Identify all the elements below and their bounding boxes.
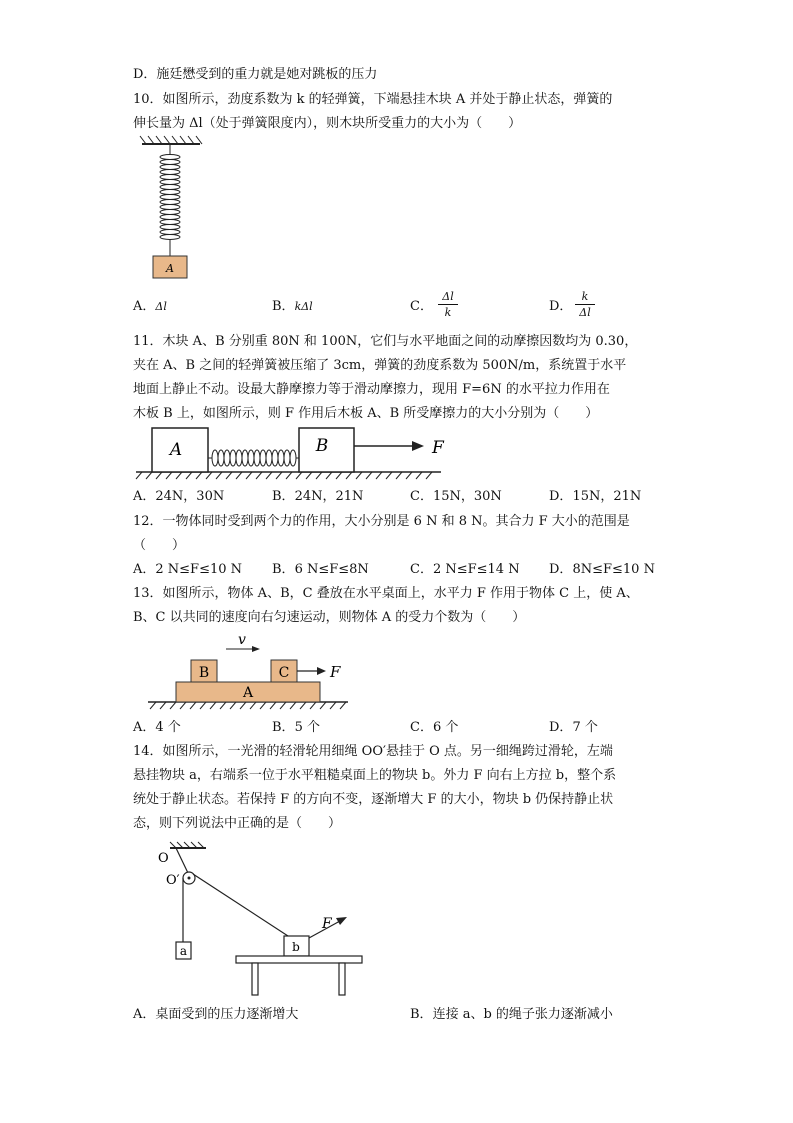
q10-ceiling-hatch [140,136,202,144]
q14-table-leg-left [252,963,258,995]
q14-rope-oo [176,848,188,873]
q11-force-arrowhead [412,441,424,451]
q14-rope-b [193,874,288,936]
q11-option-a: A．24N，30N [133,489,225,504]
q13-block-c-label: C [278,665,290,681]
q13-option-a: A．4 个 [133,720,181,735]
q14-figure [140,842,390,1002]
q11-stem-line4: 木板 B 上，如图所示，则 F 作用后木板 A、B 所受摩擦力的大小分别为（ ） [133,406,599,421]
q12-stem-line1: 12．一物体同时受到两个力的作用，大小分别是 6 N 和 8 N。其合力 F 大小的范围是 [133,514,630,529]
q14-option-b: B．连接 a、b 的绳子张力逐渐减小 [410,1007,613,1022]
q14-block-b-label: b [292,940,300,954]
q10-stem-line2: 伸长量为 Δl（处于弹簧限度内），则木块所受重力的大小为（ ） [133,116,522,131]
q14-option-a: A．桌面受到的压力逐渐增大 [133,1007,299,1022]
q9-option-d: D．施廷懋受到的重力就是她对跳板的压力 [133,67,378,82]
q13-option-b: B．5 个 [272,720,320,735]
q13-stem-line2: B、C 以共同的速度向右匀速运动，则物体 A 的受力个数为（ ） [133,610,526,625]
q13-force-label: F [330,663,341,681]
q12-stem-line2: （ ） [133,538,186,553]
q10-option-d-fraction: k Δl [575,290,595,319]
q10-option-a: A．Δl [133,299,167,314]
q13-figure [148,630,378,710]
q10-spring-figure [140,142,220,282]
q14-point-o-prime-label: O′ [166,873,180,888]
q14-stem-line4: 态，则下列说法中正确的是（ ） [133,816,342,831]
q14-table-top [236,956,362,963]
q10-option-c: C． [410,299,433,314]
q11-option-d: D．15N，21N [549,489,642,504]
q13-option-c: C．6 个 [410,720,459,735]
q13-ground-hatch [150,702,346,709]
q10-block-a-label: A [166,262,174,275]
q11-force-label: F [432,438,444,458]
q11-block-b-label: B [315,436,329,456]
q12-option-d: D．8N≤F≤10 N [549,562,655,577]
q11-spring [208,450,299,466]
q12-option-c: C．2 N≤F≤14 N [410,562,520,577]
q11-figure [136,428,456,480]
q13-block-a-label: A [242,685,254,701]
q13-velocity-arrowhead [252,646,260,652]
q10-spring [160,155,180,240]
q14-table-leg-right [339,963,345,995]
q11-stem-line2: 夹在 A、B 之间的轻弹簧被压缩了 3cm，弹簧的劲度系数为 500N/m，系统置于水平 [133,358,627,373]
q11-stem-line1: 11．木块 A、B 分别重 80N 和 100N，它们与水平地面之间的动摩擦因数均为 0.30， [133,334,638,349]
q13-stem-line1: 13．如图所示，物体 A、B，C 叠放在水平桌面上，水平力 F 作用于物体 C 上，使 A、 [133,586,639,601]
q10-option-b: B．kΔl [272,299,313,314]
q14-block-a-label: a [179,944,188,958]
q11-option-b: B．24N，21N [272,489,364,504]
q11-option-c: C．15N，30N [410,489,502,504]
q11-ground-hatch [136,472,432,479]
q14-stem-line3: 统处于静止状态。若保持 F 的方向不变，逐渐增大 F 的大小，物块 b 仍保持静止状 [133,792,614,807]
q14-point-o-label: O [158,851,169,866]
q12-option-a: A．2 N≤F≤10 N [133,562,243,577]
q12-option-b: B．6 N≤F≤8N [272,562,369,577]
q11-stem-line3: 地面上静止不动。设最大静摩擦力等于滑动摩擦力，现用 F=6N 的水平拉力作用在 [133,382,610,397]
q13-force-arrowhead [317,667,326,675]
q14-force-arrowhead [336,917,347,925]
q13-block-b-label: B [198,665,210,681]
q10-option-c-fraction: Δl k [438,290,458,319]
q13-velocity-label: v [238,632,246,648]
q14-force-label: F [322,916,332,932]
q11-block-a-label: A [169,440,183,460]
q10-option-d: D． [549,299,573,314]
q14-stem-line2: 悬挂物块 a，右端系一位于水平粗糙桌面上的物块 b。外力 F 向右上方拉 b，整个系 [133,768,617,783]
q10-stem-line1: 10．如图所示，劲度系数为 k 的轻弹簧，下端悬挂木块 A 并处于静止状态，弹簧的 [133,92,613,107]
q13-option-d: D．7 个 [549,720,598,735]
q14-stem-line1: 14．如图所示，一光滑的轻滑轮用细绳 OO′悬挂于 O 点。另一细绳跨过滑轮，左端 [133,744,613,759]
